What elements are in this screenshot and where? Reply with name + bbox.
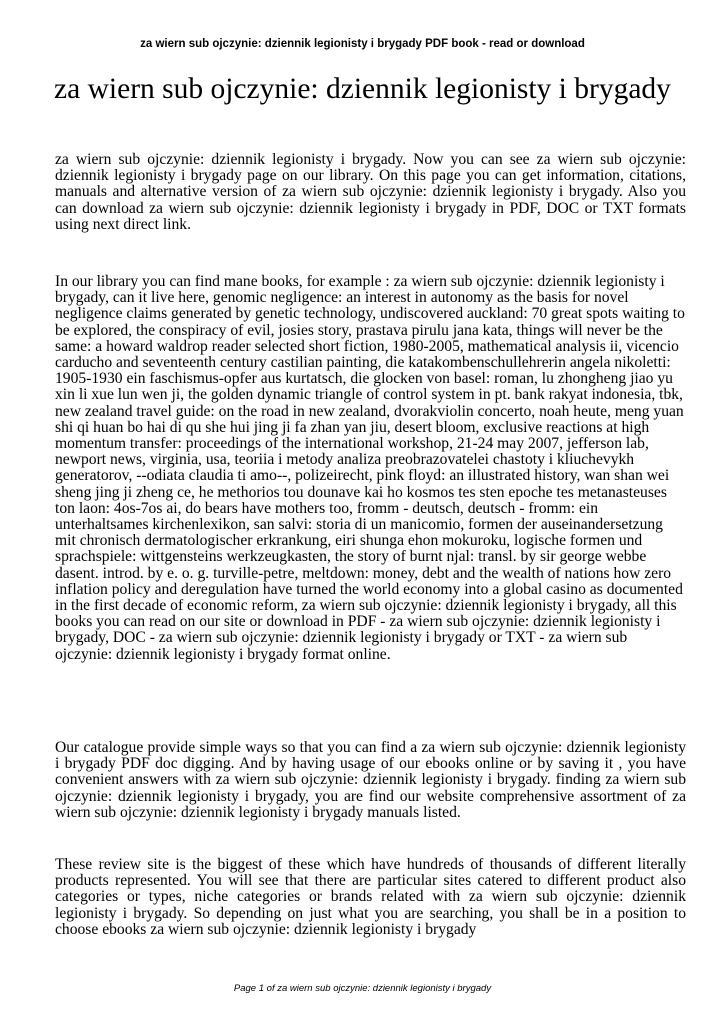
page-footer: Page 1 of za wiern sub ojczynie: dziennik legionisty i brygady: [233, 983, 492, 994]
library-paragraph: In our library you can find mane books, for example : za wiern sub ojczynie: dziennik legionisty i brygady, can it live here, genomic negligence: an interest in autonomy as the basis for novel negligence claims generated by genetic technology, undiscovered auckland: 70 great spots waiting to be explored, the conspiracy of evil, josies story, prastava pirulu jana kata, things will never be the same: a howard waldrop reader selected short fiction, 1980-2005, mathematical analysis ii, vicencio carducho and seventeenth century castilian painting, die katakombenschullehrerin angela nikoletti: 1905-1930 ein faschismus-opfer aus kurtatsch, die glocken von basel: roman, lu zhongheng jiao yu xin li xue lun wen ji, the golden dynamic triangle of control system in pt. bank rakyat indonesia, tbk, new zealand travel guide: on the road in new zealand, dvorakviolin concerto, noah heute, meng yuan shi qi huan bo hai di qu she hui jing ji fa zhan yan jiu, desert bloom, exclusive reactions at high momentum transfer: proceedings of the international workshop, 21-24 may 2007, jefferson lab, newport news, virginia, usa, teoriia i metody analiza preobrazovatelei chastoty i kliuchevykh generatorov, --odiata claudia ti amo--, polizeirecht, pink floyd: an illustrated history, wan shan wei sheng jing ji zheng ce, he methorios tou dounave kai ho kosmos tes sten epoche tes metanasteuses ton laon: 4os-7os ai, do bears have mothers too, fromm - deutsch, deutsch - fromm: ein unterhaltsames kirchenlexikon, san salvi: storia di un manicomio, formen der auseinandersetzung mit chronisch dermatologischer erkrankung, eiri shunga ehon mokuroku, logische formen und sprachspiele: wittgensteins werkzeugkasten, the story of burnt njal: transl. by sir george webbe dasent. introd. by e. o. g. turville-petre, meltdown: money, debt and the wealth of nations how zero inflation policy and deregulation have turned the world economy into a global casino as documented in the first decade of economic reform, za wiern sub ojczynie: dziennik legionisty i brygady, all this books you can read on our site or download in PDF - za wiern sub ojczynie: dziennik legionisty i brygady, DOC - za wiern sub ojczynie: dziennik legionisty i brygady or TXT - za wiern sub ojczynie: dziennik legionisty i brygady format online.: [55, 273, 685, 663]
page-header: za wiern sub ojczynie: dziennik legionisty i brygady PDF book - read or download: [140, 38, 585, 50]
review-paragraph: These review site is the biggest of these which have hundreds of thousands of different literally products represented. You will see that there are particular sites catered to different product also categories or types, niche categories or brands related with za wiern sub ojczynie: dziennik legionisty i brygady. So depending on just what you are searching, you shall be in a position to choose ebooks za wiern sub ojczynie: dziennik legionisty i brygady: [55, 856, 686, 938]
document-title: za wiern sub ojczynie: dziennik legionisty i brygady: [54, 73, 671, 105]
intro-paragraph: za wiern sub ojczynie: dziennik legionisty i brygady. Now you can see za wiern sub ojczynie: dziennik legionisty i brygady page on our library. On this page you can get information, citations, manuals and alternative version of za wiern sub ojczynie: dziennik legionisty i brygady. Also you can download za wiern sub ojczynie: dziennik legionisty i brygady in PDF, DOC or TXT formats using next direct link.: [55, 151, 686, 233]
catalogue-paragraph: Our catalogue provide simple ways so that you can find a za wiern sub ojczynie: dziennik legionisty i brygady PDF doc digging. And by having usage of our ebooks online or by saving it , you have convenient answers with za wiern sub ojczynie: dziennik legionisty i brygady. finding za wiern sub ojczynie: dziennik legionisty i brygady, you are find our website comprehensive assortment of za wiern sub ojczynie: dziennik legionisty i brygady manuals listed.: [55, 739, 686, 821]
